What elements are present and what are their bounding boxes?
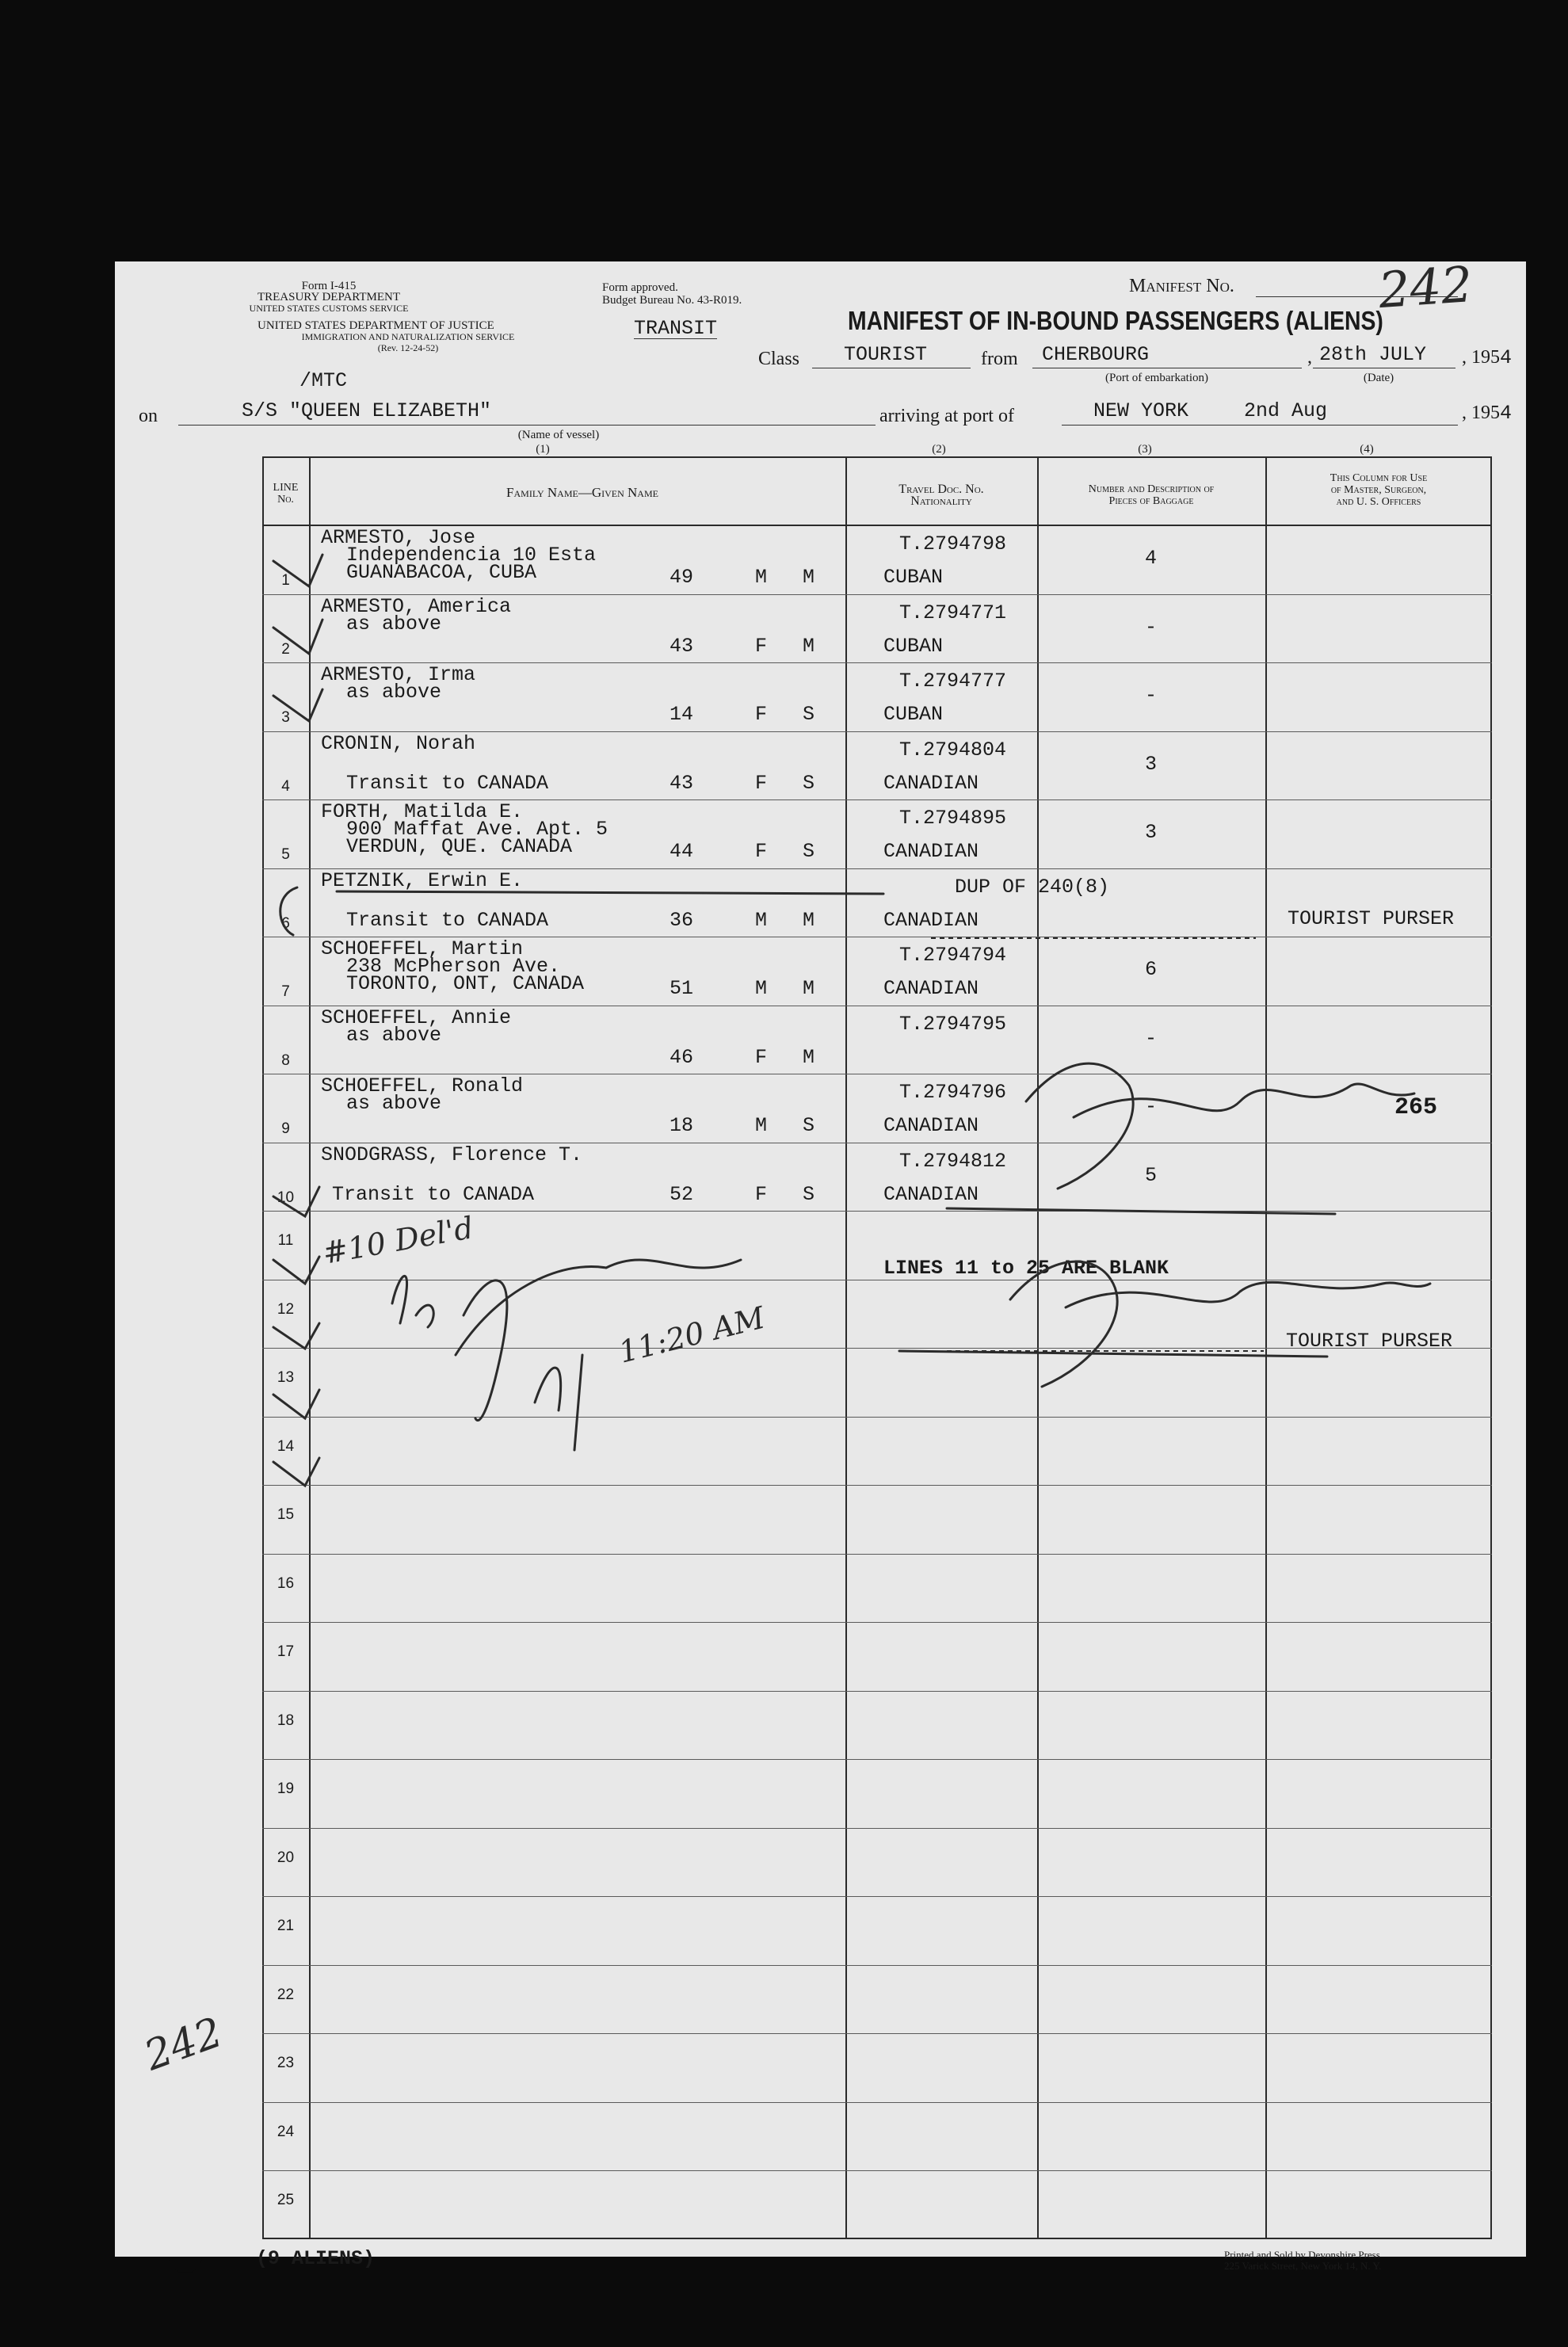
passenger-address: Independencia 10 Esta bbox=[346, 544, 597, 567]
passenger-name: FORTH, Matilda E. bbox=[321, 800, 524, 823]
signature bbox=[899, 1351, 1327, 1357]
row-number: 23 bbox=[277, 2055, 295, 2071]
passenger-age: 18 bbox=[670, 1114, 694, 1137]
year-digit-2: 4 bbox=[1500, 402, 1513, 425]
checkmark bbox=[273, 689, 322, 721]
printer-line-1: Printed and Sold by Devonshire Press bbox=[1224, 2249, 1380, 2261]
year-prefix-1: , 1954 bbox=[1462, 346, 1513, 369]
signature bbox=[947, 1208, 1335, 1214]
checkmark bbox=[273, 1257, 319, 1284]
passenger-name: SCHOEFFEL, Martin bbox=[321, 937, 524, 960]
passenger-age: 43 bbox=[670, 771, 694, 795]
nationality: CANADIAN bbox=[883, 1182, 979, 1206]
travel-doc-no: T.2794895 bbox=[899, 807, 1007, 830]
strike-line bbox=[337, 891, 883, 894]
passenger-marital: S bbox=[803, 771, 815, 795]
checkmark bbox=[273, 1390, 319, 1418]
form-title: MANIFEST OF IN-BOUND PASSENGERS (ALIENS) bbox=[848, 306, 1383, 335]
row-number: 12 bbox=[277, 1300, 295, 1318]
checkmark bbox=[273, 1458, 319, 1486]
row-number: 3 bbox=[281, 709, 290, 726]
vessel-name: S/S "QUEEN ELIZABETH" bbox=[242, 399, 492, 422]
header-line-no: LINE No. bbox=[273, 482, 299, 506]
baggage-count: 4 bbox=[1145, 547, 1158, 570]
passenger-marital: M bbox=[803, 977, 815, 1000]
purser-signature-title-2: TOURIST PURSER bbox=[1286, 1330, 1453, 1353]
class-label: Class bbox=[758, 349, 800, 369]
passenger-sex: F bbox=[755, 703, 768, 726]
passenger-address: as above bbox=[346, 612, 442, 635]
passenger-age: 46 bbox=[670, 1045, 694, 1069]
passenger-marital: M bbox=[803, 908, 815, 932]
row-number: 10 bbox=[277, 1189, 295, 1206]
baggage-count: 6 bbox=[1145, 958, 1158, 981]
passenger-address: as above bbox=[346, 1023, 442, 1047]
passenger-address: 238 McPherson Ave. bbox=[346, 955, 561, 978]
customs-service: UNITED STATES CUSTOMS SERVICE bbox=[249, 303, 409, 314]
passenger-address: Transit to CANADA bbox=[346, 908, 549, 932]
arrival-date: 2nd Aug bbox=[1244, 399, 1328, 422]
nationality: CUBAN bbox=[883, 703, 944, 726]
passenger-marital: S bbox=[803, 840, 815, 863]
row-number: 17 bbox=[277, 1643, 295, 1660]
travel-doc-no: T.2794771 bbox=[899, 601, 1007, 624]
treasury-department: TREASURY DEPARTMENT bbox=[257, 291, 401, 303]
row-number: 6 bbox=[281, 914, 290, 932]
passenger-marital: S bbox=[803, 1114, 815, 1137]
margin-number: 242 bbox=[138, 2008, 229, 2081]
ins-label: IMMIGRATION AND NATURALIZATION SERVICE bbox=[301, 331, 515, 342]
signature bbox=[1026, 1063, 1414, 1189]
passenger-marital: M bbox=[803, 634, 815, 658]
printer-line-2: 225 Varick Street, New York 14, N. Y. bbox=[1224, 2260, 1382, 2272]
header-name: Family Name—Given Name bbox=[506, 485, 658, 500]
travel-doc-no: DUP OF 240(8) bbox=[955, 875, 1110, 899]
row-number: 15 bbox=[277, 1506, 295, 1523]
officer-note: 265 bbox=[1394, 1094, 1438, 1121]
passenger-marital: S bbox=[803, 703, 815, 726]
checkmark bbox=[273, 1187, 319, 1216]
passenger-address: as above bbox=[346, 1092, 442, 1115]
passenger-sex: F bbox=[755, 771, 768, 795]
baggage-count: - bbox=[1145, 615, 1158, 639]
circle-mark bbox=[280, 887, 297, 935]
comma: , bbox=[1307, 347, 1312, 368]
date-caption: (Date) bbox=[1363, 372, 1394, 384]
row-number: 9 bbox=[281, 1120, 290, 1137]
year-prefix-2: , 1954 bbox=[1462, 402, 1513, 425]
aliens-count: (9 ALIENS) bbox=[256, 2247, 376, 2270]
passenger-age: 43 bbox=[670, 634, 694, 658]
port-caption: (Port of embarkation) bbox=[1105, 372, 1208, 384]
manifest-no-label: Manifest No. bbox=[1129, 276, 1234, 296]
nationality: CUBAN bbox=[883, 634, 944, 658]
transit-label: TRANSIT bbox=[634, 317, 718, 340]
passenger-age: 51 bbox=[670, 977, 694, 1000]
travel-doc-no: T.2794804 bbox=[899, 738, 1007, 761]
checkmark bbox=[273, 1323, 319, 1349]
passenger-age: 14 bbox=[670, 703, 694, 726]
row-number: 25 bbox=[277, 2192, 295, 2208]
travel-doc-no: T.2794777 bbox=[899, 670, 1007, 693]
row-number: 8 bbox=[281, 1051, 290, 1069]
row-number: 7 bbox=[281, 983, 290, 1000]
passenger-age: 49 bbox=[670, 566, 694, 589]
row-number: 19 bbox=[277, 1780, 295, 1797]
passenger-sex: F bbox=[755, 634, 768, 658]
passenger-marital: S bbox=[803, 1182, 815, 1206]
nationality: CANADIAN bbox=[883, 977, 979, 1000]
passenger-name: CRONIN, Norah bbox=[321, 731, 476, 755]
passenger-name: SCHOEFFEL, Annie bbox=[321, 1006, 512, 1029]
mtc-code: /MTC bbox=[299, 369, 348, 392]
travel-doc-no: T.2794812 bbox=[899, 1149, 1007, 1173]
passenger-age: 36 bbox=[670, 908, 694, 932]
travel-doc-no: T.2794798 bbox=[899, 532, 1007, 555]
passenger-age: 52 bbox=[670, 1182, 694, 1206]
checkmark bbox=[273, 555, 322, 586]
col-num-3: (3) bbox=[1138, 443, 1152, 456]
passenger-name: SNODGRASS, Florence T. bbox=[321, 1143, 583, 1166]
embarkation-date: 28th JULY bbox=[1319, 343, 1427, 366]
baggage-count: - bbox=[1145, 684, 1158, 707]
blank-lines-note: LINES 11 to 25 ARE BLANK bbox=[883, 1257, 1169, 1280]
passenger-address: Transit to CANADA bbox=[346, 771, 549, 795]
travel-doc-no: T.2794796 bbox=[899, 1081, 1007, 1104]
row-number: 24 bbox=[277, 2123, 295, 2140]
manifest-number: 242 bbox=[1376, 254, 1475, 320]
signature bbox=[535, 1355, 582, 1450]
arrival-port: NEW YORK bbox=[1093, 399, 1189, 422]
passenger-marital: M bbox=[803, 566, 815, 589]
passenger-sex: F bbox=[755, 1045, 768, 1069]
arriving-label: arriving at port of bbox=[879, 406, 1014, 426]
checkmark bbox=[273, 620, 322, 654]
row-number: 1 bbox=[281, 572, 290, 589]
travel-doc-no: T.2794795 bbox=[899, 1012, 1007, 1036]
deleted-note: #10 Del'd bbox=[319, 1210, 476, 1271]
nationality: CANADIAN bbox=[883, 771, 979, 795]
row-number: 13 bbox=[277, 1369, 295, 1386]
baggage-count: 3 bbox=[1145, 821, 1158, 844]
time-note: 11:20 AM bbox=[615, 1299, 769, 1370]
passenger-address: VERDUN, QUE. CANADA bbox=[346, 835, 573, 858]
passenger-age: 44 bbox=[670, 840, 694, 863]
nationality: CANADIAN bbox=[883, 908, 979, 932]
header-baggage: Number and Description of Pieces of Baggage bbox=[1088, 483, 1215, 507]
row-number: 21 bbox=[277, 1918, 295, 1934]
col-num-1: (1) bbox=[536, 443, 550, 456]
baggage-count: 3 bbox=[1145, 752, 1158, 776]
nationality: CANADIAN bbox=[883, 840, 979, 863]
embarkation-port: CHERBOURG bbox=[1042, 343, 1150, 366]
header-travel-doc: Travel Doc. No. Nationality bbox=[898, 483, 984, 508]
passenger-name: SCHOEFFEL, Ronald bbox=[321, 1074, 524, 1097]
col-num-4: (4) bbox=[1360, 443, 1374, 456]
passenger-sex: F bbox=[755, 840, 768, 863]
baggage-count: - bbox=[1145, 1095, 1158, 1118]
nationality: CUBAN bbox=[883, 566, 944, 589]
header-officers: This Column for Use of Master, Surgeon, and U. S. Officers bbox=[1330, 472, 1428, 508]
passenger-address: 900 Maffat Ave. Apt. 5 bbox=[346, 818, 609, 841]
signature bbox=[1010, 1261, 1430, 1387]
passenger-name: ARMESTO, Irma bbox=[321, 663, 476, 686]
passenger-sex: F bbox=[755, 1182, 768, 1206]
row-number: 22 bbox=[277, 1986, 295, 2003]
passenger-address: Transit to CANADA bbox=[332, 1182, 535, 1206]
handwritten-marks bbox=[115, 261, 1526, 2257]
year-digit-1: 4 bbox=[1500, 346, 1513, 369]
passenger-marital: M bbox=[803, 1045, 815, 1069]
passenger-sex: M bbox=[755, 908, 768, 932]
row-number: 11 bbox=[277, 1232, 294, 1249]
row-number: 4 bbox=[281, 777, 290, 795]
passenger-sex: M bbox=[755, 1114, 768, 1137]
row-number: 5 bbox=[281, 846, 290, 863]
on-label: on bbox=[139, 406, 158, 426]
signature bbox=[392, 1276, 433, 1327]
nationality: CANADIAN bbox=[883, 1114, 979, 1137]
passenger-address: GUANABACOA, CUBA bbox=[346, 561, 537, 584]
passenger-name: ARMESTO, America bbox=[321, 594, 512, 618]
from-label: from bbox=[981, 349, 1018, 369]
passenger-name: PETZNIK, Erwin E. bbox=[321, 868, 524, 892]
form-approved: Form approved. bbox=[602, 281, 678, 294]
passenger-sex: M bbox=[755, 977, 768, 1000]
passenger-address: TORONTO, ONT, CANADA bbox=[346, 972, 585, 995]
passenger-address: as above bbox=[346, 681, 442, 704]
vessel-caption: (Name of vessel) bbox=[517, 429, 600, 441]
revision: (Rev. 12-24-52) bbox=[377, 342, 439, 353]
row-number: 18 bbox=[277, 1712, 295, 1729]
form-number: Form I-415 bbox=[301, 280, 357, 292]
row-number: 16 bbox=[277, 1574, 295, 1592]
passenger-name: ARMESTO, Jose bbox=[321, 526, 476, 549]
col-num-2: (2) bbox=[932, 443, 946, 456]
officer-note: TOURIST PURSER bbox=[1288, 906, 1455, 930]
baggage-count: - bbox=[1145, 1026, 1158, 1050]
department-of-justice: UNITED STATES DEPARTMENT OF JUSTICE bbox=[258, 319, 494, 332]
travel-doc-no: T.2794794 bbox=[899, 944, 1007, 967]
row-number: 2 bbox=[281, 640, 290, 658]
passenger-sex: M bbox=[755, 566, 768, 589]
class-value: TOURIST bbox=[844, 343, 928, 366]
budget-bureau: Budget Bureau No. 43-R019. bbox=[602, 294, 742, 307]
baggage-count: 5 bbox=[1145, 1163, 1158, 1187]
manifest-form bbox=[115, 254, 1526, 2272]
row-number: 20 bbox=[277, 1849, 295, 1866]
row-number: 14 bbox=[277, 1437, 295, 1455]
